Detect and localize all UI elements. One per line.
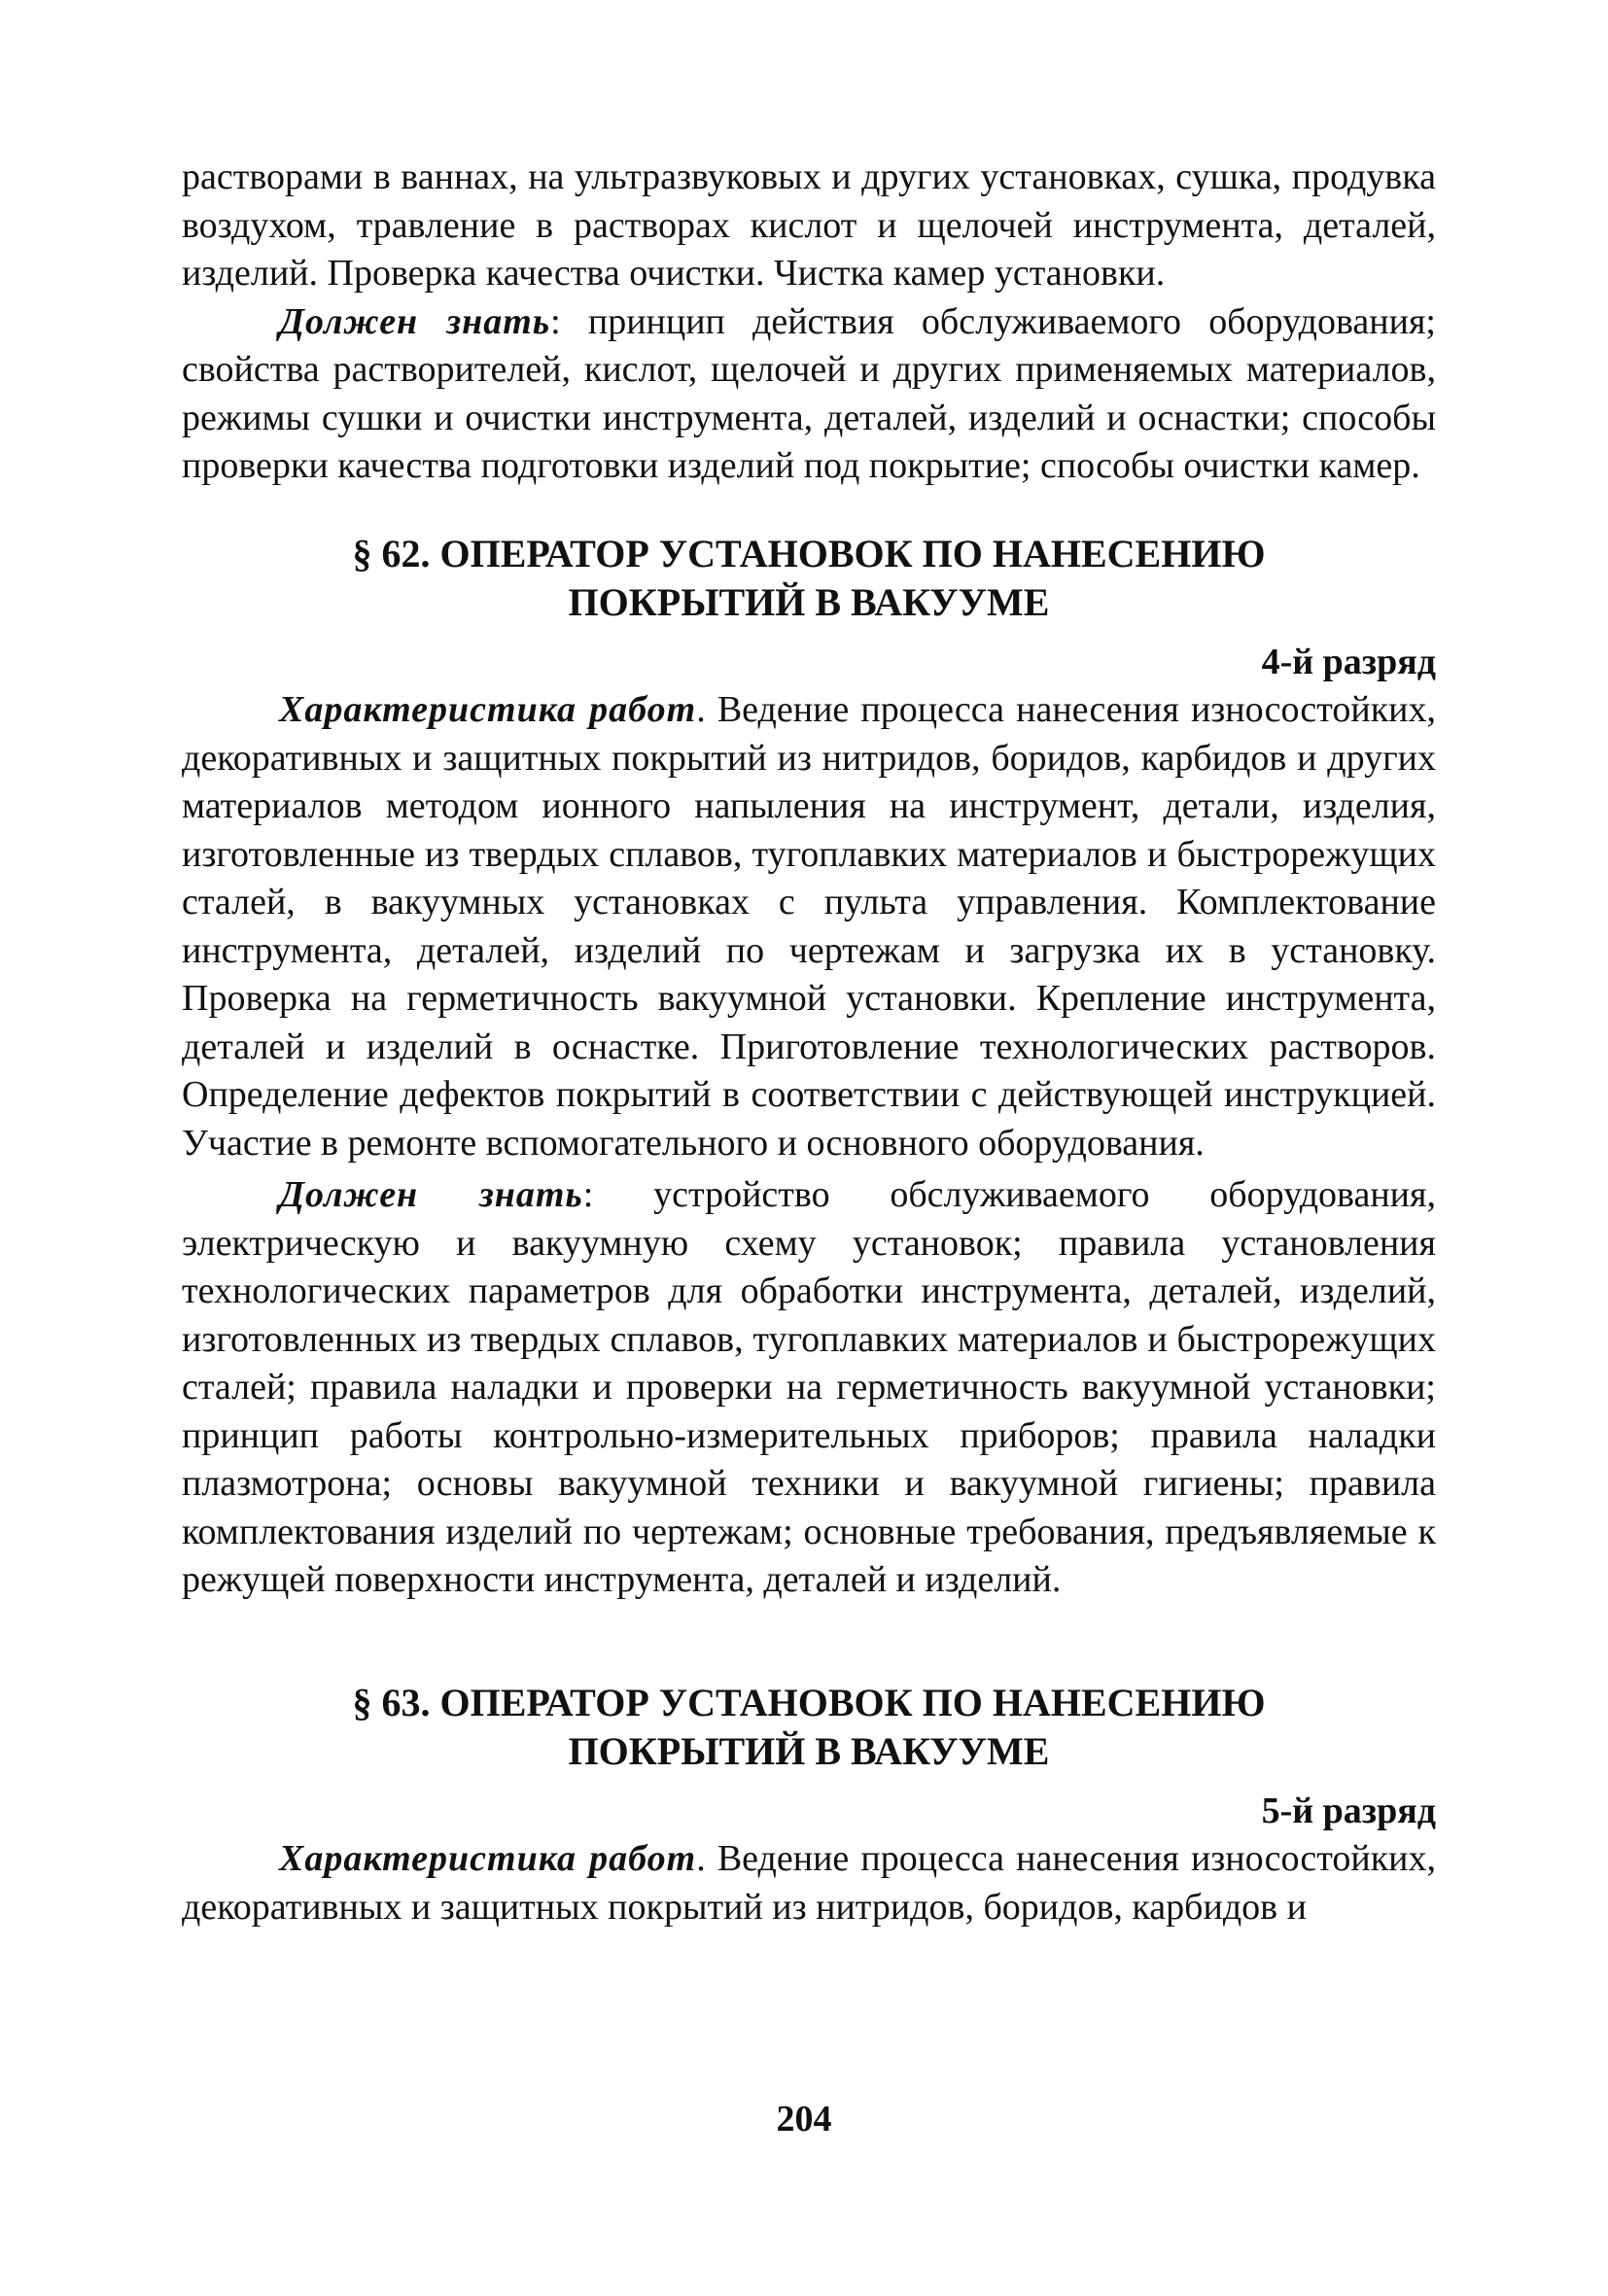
page-body bbox=[182, 154, 1436, 1931]
section-62-heading-line-2: ПОКРЫТИЙ В ВАКУУМЕ bbox=[568, 579, 1050, 624]
section-62-heading-line-1: § 62. ОПЕРАТОР УСТАНОВОК ПО НАНЕСЕНИЮ bbox=[352, 531, 1266, 575]
section-62-work-term: Характеристика работ bbox=[279, 689, 697, 730]
section-62-work-paragraph bbox=[182, 686, 1436, 1167]
continuation-paragraph: растворами в ваннах, на ультразвуковых и других установках, сушка, продувка воздухом, травление в растворах кислот и щелочей инструмента, деталей, изделий. Проверка качества очистки. Чистка камер установки. bbox=[182, 157, 1436, 294]
section-63-grade: 5-й разряд bbox=[1261, 1790, 1436, 1831]
section-62-grade: 4-й разряд bbox=[1261, 641, 1436, 682]
must-know-paragraph bbox=[182, 298, 1436, 491]
section-63-heading-line-1: § 63. ОПЕРАТОР УСТАНОВОК ПО НАНЕСЕНИЮ bbox=[352, 1680, 1266, 1724]
section-62-know-paragraph bbox=[182, 1171, 1436, 1605]
section-62-know-text: : устройство обслуживаемого оборудования, электрическую и вакуумную схему установок; правила установления технологических параметров для обработки инструмента, деталей, изделий, изготовленных из твердых сплавов, тугоплавких материалов и быстрорежущих сталей; правила наладки и проверки на герметичность вакуумной установки; принцип работы контрольно-измерительных приборов; правила наладки плазмотрона; основы вакуумной техники и вакуумной гигиены; правила комплектования изделий по чертежам; основные требования, предъявляемые к режущей поверхности инструмента, деталей и изделий. bbox=[182, 1174, 1436, 1600]
must-know-term: Должен знать bbox=[279, 300, 551, 342]
page-number: 204 bbox=[776, 2099, 832, 2139]
section-63-work-paragraph bbox=[182, 1835, 1436, 1931]
must-know-text: : принцип действия обслуживаемого оборудования; свойства растворителей, кислот, щелочей и других применяемых материалов, режимы сушки и очистки инструмента, деталей, изделий и оснастки; способы проверки качества подготовки изделий под покрытие; способы очистки камер. bbox=[182, 300, 1436, 486]
section-63-heading-line-2: ПОКРЫТИЙ В ВАКУУМЕ bbox=[568, 1728, 1050, 1773]
section-62-know-term: Должен знать bbox=[279, 1174, 583, 1215]
section-63-work-text: . Ведение процесса нанесения износостойких, декоративных и защитных покрытий из нитридов, боридов, карбидов и bbox=[182, 1838, 1436, 1928]
section-63-work-term: Характеристика работ bbox=[279, 1838, 697, 1879]
section-62-work-text: . Ведение процесса нанесения износостойких, декоративных и защитных покрытий из нитридов, боридов, карбидов и других материалов методом ионного напыления на инструмент, детали, изделия, изготовленные из твердых сплавов, тугоплавких материалов и быстрорежущих сталей, в вакуумных установках с пульта управления. Комплектование инструмента, деталей, изделий по чертежам и загрузка их в установку. Проверка на герметичность вакуумной установки. Крепление инструмента, деталей и изделий в оснастке. Приготовление технологических растворов. Определение дефектов покрытий в соответствии с действующей инструкцией. Участие в ремонте вспомогательного и основного оборудования. bbox=[182, 689, 1436, 1164]
